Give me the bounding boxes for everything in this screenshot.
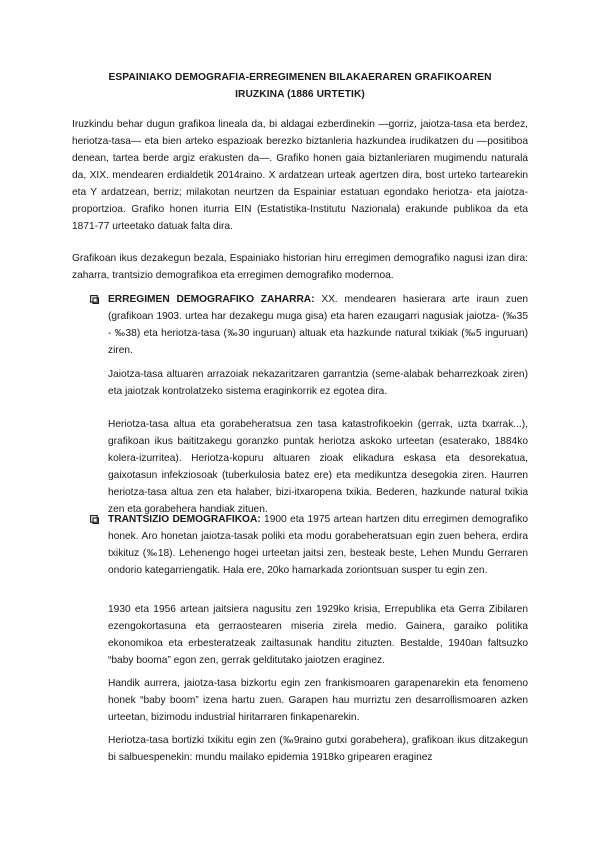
section-old-regime <box>90 291 528 359</box>
old-regime-body: XX. mendearen hasierara arte iraun zuen (grafikoan 1903. urtea har dezakegu muga gisa) eta haren ezaugarri nagusiak jaiotza- (‰35 - ‰38) eta heriotza-tasa (‰30 inguruan) altuak eta hazkunde natural txikiak (‰5 inguruan) ziren. <box>108 294 528 356</box>
old-regime-paragraph-3: Heriotza-tasa altua eta gorabeheratsua zen tasa katastrofikoekin (gerrak, uzta txarrak...), grafikoan ikus baititzakegu goranzko puntak heriotza askoko urteetan (esaterako, 1884ko kolera-izurritea). Heriotza-kopuru altuaren zioak elikadura eskasa eta desorekatua, gaixotasun infekziosoak (tuberkulosia batez ere) eta medikuntza desegokia ziren. Haurren heriotza-tasa altua zen eta halaber, bizi-itxaropena txikia. Bederen, hazkunde natural txikia zen eta gorabehera handiak zituen. <box>108 419 528 515</box>
title-line-2: IRUZKINA (1886 URTETIK) <box>235 89 365 100</box>
transition-body: 1900 eta 1975 artean hartzen ditu erregimen demografiko honek. Aro honetan jaiotza-tasak poliki eta modu gorabeheratsuan egin zuen behera, erdira txikituz (‰18). Lehenengo hogei urteetan jaitsi zen, besteak beste, Lehen Mundu Gerraren ondorio kategarriengatik. Hala ere, 20ko hamarkada zoriontsuan susper tu egin zen. <box>108 514 528 576</box>
intro-paragraph-1: Iruzkindu behar dugun grafikoa lineala da, bi aldagai ezberdinekin —gorriz, jaiotza-tasa eta berdez, heriotza-tasa— eta bien arteko espazioak berezko biztanleria hazkundea irudikatzen du —positiboa denean, tartea berde argiz erakusten da—. Grafiko honen gaia biztanleriaren mugimendu naturala da, XIX. mendearen erdialdetik 2014raino. X ardatzean urteak agertzen dira, bost urteko tartearekin eta Y ardatzean, berriz; milakotan neurtzen da Espainiar estatuan egondako heriotza- eta jaiotza-proportzioa. Grafiko honen iturria EIN (Estatistika-Institutu Nazionala) erakunde publikoa da eta 1871-77 urteetako datuak falta dira. <box>72 119 528 232</box>
document-title <box>70 69 530 103</box>
transition-text <box>108 511 528 579</box>
old-regime-text <box>108 291 528 359</box>
transition-paragraph-3: Handik aurrera, jaiotza-tasa bizkortu egin zen frankismoaren garapenarekin eta fenomeno honek “baby boom” izena hartu zuen. Garapen hau murriztu zen desarrollismoaren azken urteetan, bizimodu industrial hiritarraren finkapenarekin. <box>108 678 528 723</box>
title-line-1: ESPAINIAKO DEMOGRAFIA-ERREGIMENEN BILAKAERAREN GRAFIKOAREN <box>108 72 492 83</box>
checkbox-bullet-icon <box>90 295 99 304</box>
transition-heading: TRANTSIZIO DEMOGRAFIKOA: <box>108 514 261 525</box>
checkbox-bullet-icon <box>90 515 99 524</box>
intro-paragraph-2: Grafikoan ikus dezakegun bezala, Espainiako historian hiru erregimen demografiko nagusi izan dira: zaharra, trantsizio demografikoa eta erregimen demografiko modernoa. <box>72 253 528 281</box>
section-transition <box>90 511 528 579</box>
transition-paragraph-2: 1930 eta 1956 artean jaitsiera nagusitu zen 1929ko krisia, Errepublika eta Gerra Zibilaren ezengokortasuna eta gerraostearen miseria zirela medio. Gainera, garaiko politika ekonomikoa eta erbesteratzeak zailtasunak handitu zituzten. Bestalde, 1940an faltsuzko “baby booma” egon zen, gerrak gelditutako jaiotzen eraginez. <box>108 604 528 666</box>
old-regime-heading: ERREGIMEN DEMOGRAFIKO ZAHARRA: <box>108 294 315 305</box>
old-regime-paragraph-2: Jaiotza-tasa altuaren arrazoiak nekazaritzaren garrantzia (seme-alabak beharrezkoak ziren) eta jaiotzak kontrolatzeko sistema eraginkorrik ez egotea dira. <box>108 369 528 397</box>
transition-paragraph-4: Heriotza-tasa bortizki txikitu egin zen (‰9raino gutxi gorabehera), grafikoan ikus ditzakegun bi salbuespenekin: mundu mailako epidemia 1918ko gripearen eraginez <box>108 735 528 763</box>
